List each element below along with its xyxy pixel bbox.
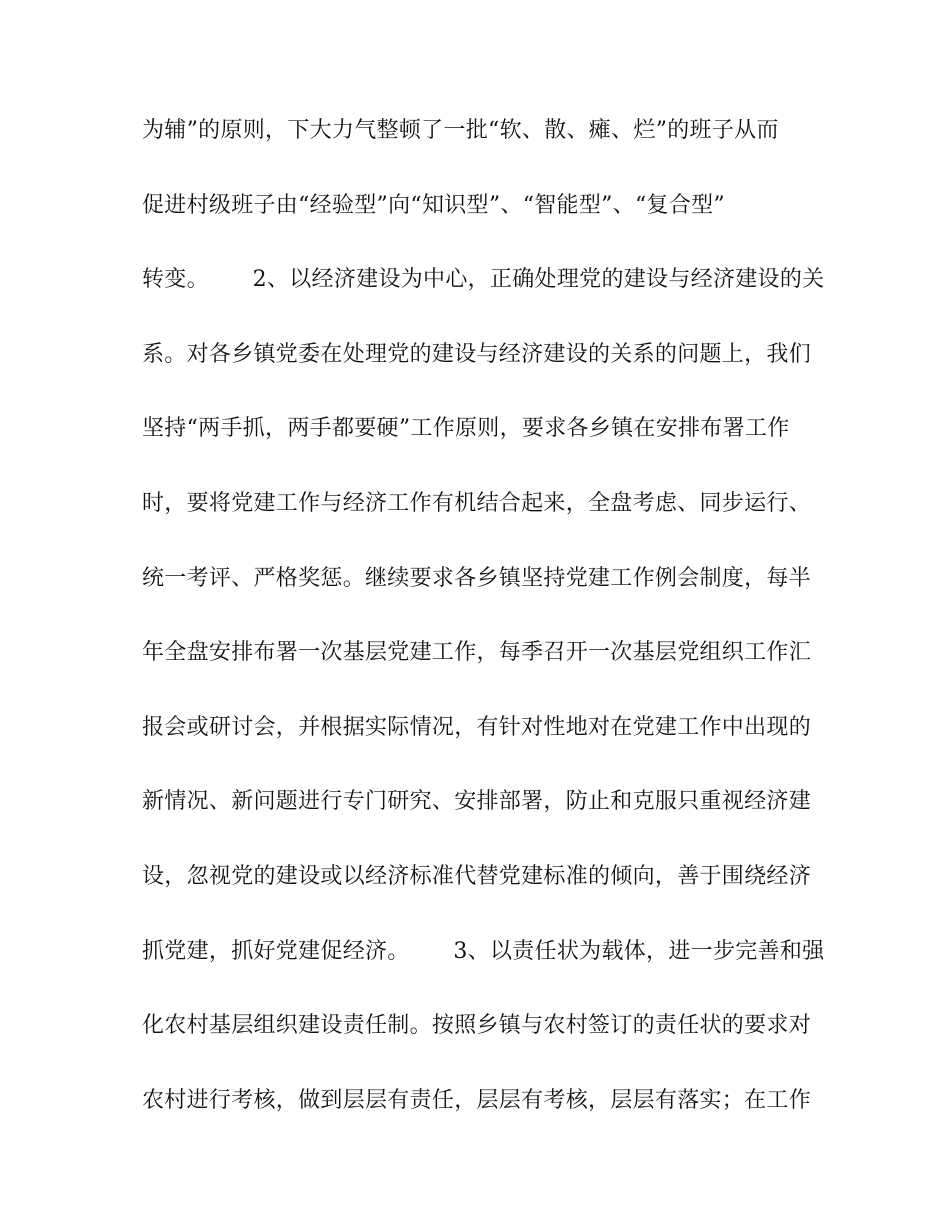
text-line: 系。对各乡镇党委在处理党的建设与经济建设的关系的问题上，我们 (142, 341, 812, 367)
text-line: 农村进行考核，做到层层有责任，层层有考核，层层有落实；在工作 (142, 1087, 812, 1113)
text-line: 化农村基层组织建设责任制。按照乡镇与农村签订的责任状的要求对 (142, 1013, 812, 1039)
text-line: 促进村级班子由“经验型”向“知识型”、“智能型”、“复合型” (142, 192, 725, 218)
text-line: 统一考评、严格奖惩。继续要求各乡镇坚持党建工作例会制度，每半 (142, 565, 812, 591)
text-line: 抓党建，抓好党建促经济。 3、以责任状为载体，进一步完善和强 (142, 938, 825, 964)
text-line: 坚持“两手抓，两手都要硬”工作原则，要求各乡镇在安排布署工作 (142, 416, 790, 442)
text-line: 时，要将党建工作与经济工作有机结合起来，全盘考虑、同步运行、 (142, 490, 812, 516)
text-line: 报会或研讨会，并根据实际情况，有针对性地对在党建工作中出现的 (142, 714, 812, 740)
text-line: 年全盘安排布署一次基层党建工作，每季召开一次基层党组织工作汇 (142, 640, 812, 666)
text-line: 为辅”的原则，下大力气整顿了一批“软、散、瘫、烂”的班子从而 (142, 118, 779, 143)
text-line: 设，忽视党的建设或以经济标准代替党建标准的倾向，善于围绕经济 (142, 863, 812, 889)
body-text (142, 118, 825, 1162)
text-line: 转变。 2、以经济建设为中心，正确处理党的建设与经济建设的关 (142, 267, 825, 293)
text-line: 新情况、新问题进行专门研究、安排部署，防止和克服只重视经济建 (142, 789, 812, 815)
